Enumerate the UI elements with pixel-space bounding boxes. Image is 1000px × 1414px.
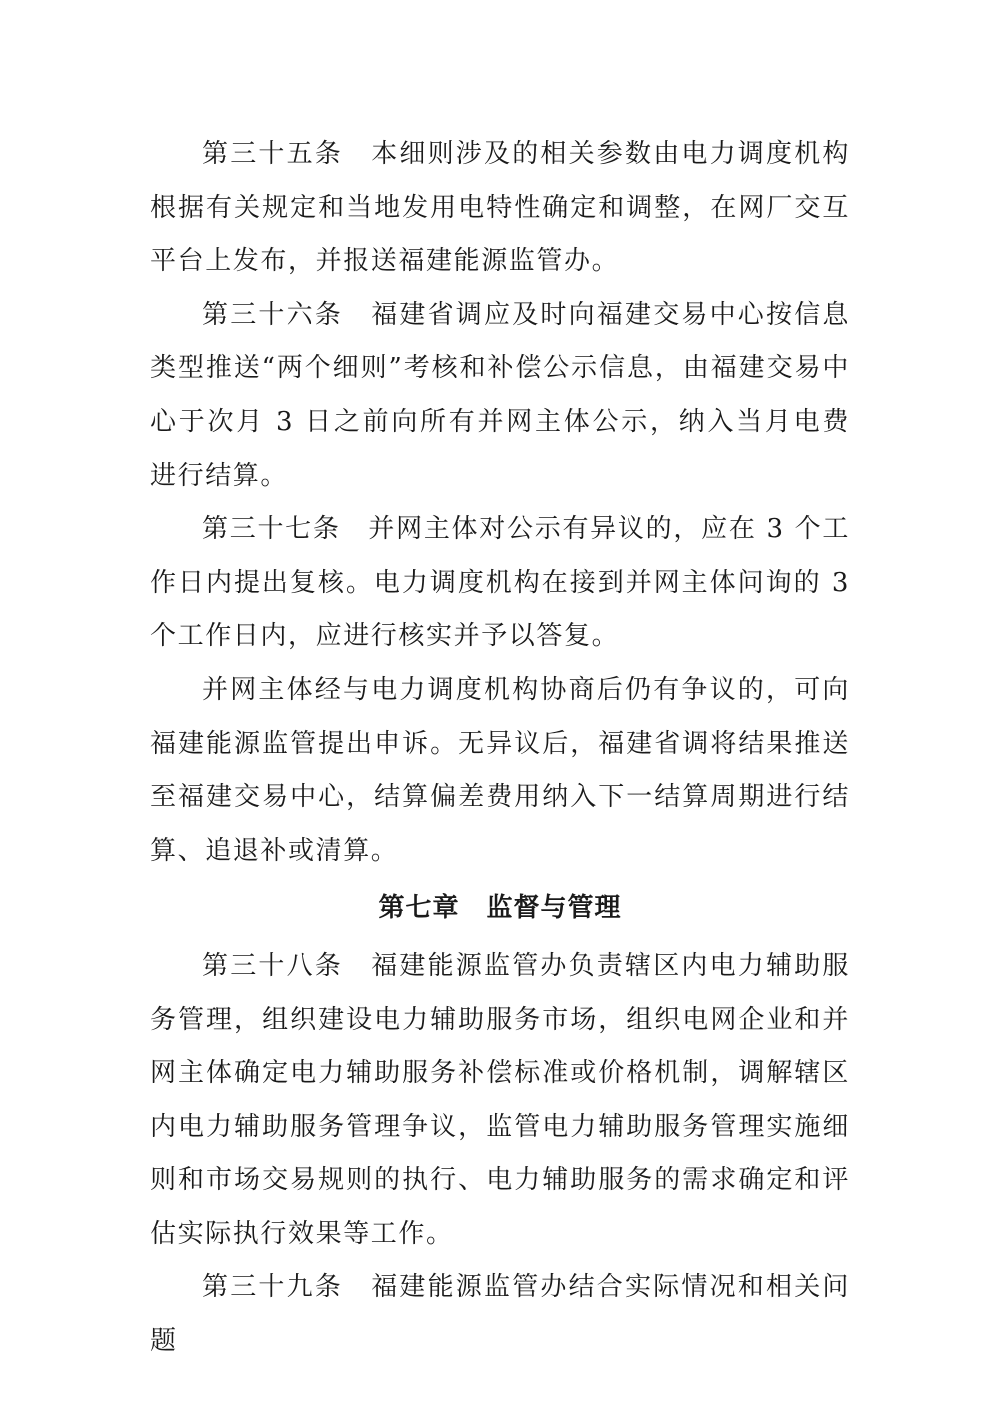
document-page (150, 128, 850, 1369)
chapter-title: 第七章 监督与管理 (378, 893, 622, 924)
article-37-paragraph: 第三十七条 并网主体对公示有异议的，应在 3 个工作日内提出复核。电力调度机构在接到并网主体问询的 3 个工作日内，应进行核实并予以答复。 (150, 514, 850, 652)
article-35-paragraph: 第三十五条 本细则涉及的相关参数由电力调度机构根据有关规定和当地发用电特性确定和调整，在网厂交互平台上发布，并报送福建能源监管办。 (150, 139, 850, 277)
article-37-continuation-paragraph: 并网主体经与电力调度机构协商后仍有争议的，可向福建能源监管提出申诉。无异议后，福建省调将结果推送至福建交易中心，结算偏差费用纳入下一结算周期进行结算、追退补或清算。 (150, 674, 850, 866)
article-38-paragraph: 第三十八条 福建能源监管办负责辖区内电力辅助服务管理，组织建设电力辅助服务市场，组织电网企业和并网主体确定电力辅助服务补偿标准或价格机制，调解辖区内电力辅助服务管理争议，监管电力辅助服务管理实施细则和市场交易规则的执行、电力辅助服务的需求确定和评估实际执行效果等工作。 (150, 950, 850, 1249)
article-39-paragraph: 第三十九条 福建能源监管办结合实际情况和相关问题 (150, 1272, 850, 1357)
article-36-paragraph: 第三十六条 福建省调应及时向福建交易中心按信息类型推送“两个细则”考核和补偿公示信息，由福建交易中心于次月 3 日之前向所有并网主体公示，纳入当月电费进行结算。 (150, 299, 850, 491)
